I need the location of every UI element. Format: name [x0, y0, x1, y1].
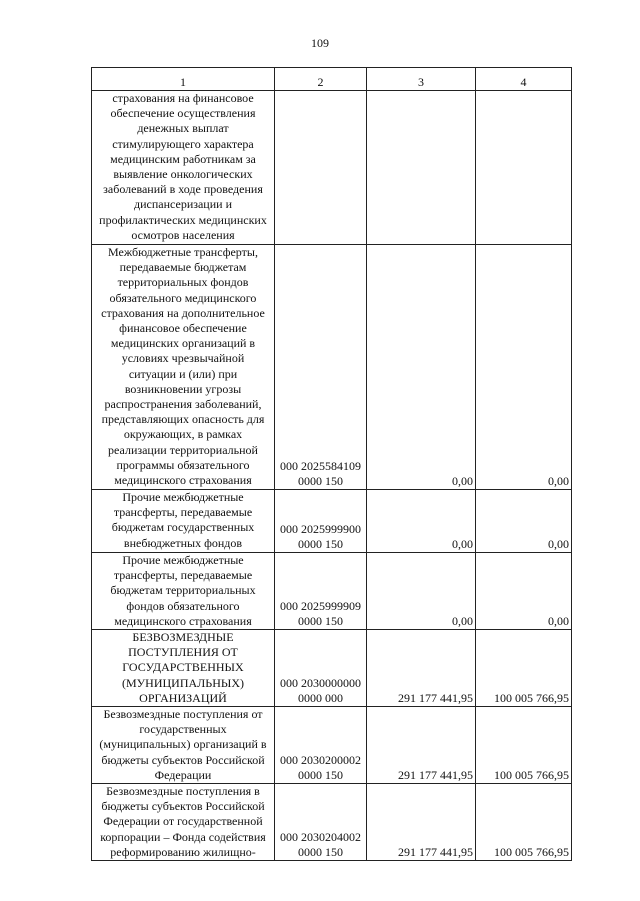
row-value-col3: 0,00 — [367, 245, 476, 490]
page-number: 109 — [311, 36, 329, 50]
row-value-col3: 0,00 — [367, 490, 476, 553]
row-code: 000 2030200002 0000 150 — [275, 707, 367, 784]
row-code: 000 2030204002 0000 150 — [275, 784, 367, 861]
row-code — [275, 91, 367, 245]
row-description: страхования на финансовое обеспечение осуществления денежных выплат стимулирующего характера медицинским работникам за выявление онкологических заболеваний в ходе проведения диспансеризации и профилактических медицинских осмотров населения — [92, 91, 275, 245]
row-description: Безвозмездные поступления в бюджеты субъектов Российской Федерации от государственной корпорации – Фонда содействия реформированию жилищно- — [92, 784, 275, 861]
row-value-col3 — [367, 91, 476, 245]
row-code: 000 2025999909 0000 150 — [275, 553, 367, 630]
column-header-2: 2 — [275, 68, 367, 91]
column-header-4: 4 — [476, 68, 572, 91]
row-description: Прочие межбюджетные трансферты, передаваемые бюджетам территориальных фондов обязательного медицинского страхования — [92, 553, 275, 630]
row-value-col4: 0,00 — [476, 553, 572, 630]
row-code: 000 2030000000 0000 000 — [275, 630, 367, 707]
table-row — [92, 490, 572, 553]
row-value-col4: 0,00 — [476, 245, 572, 490]
table-header-row — [92, 68, 572, 91]
table-row — [92, 630, 572, 707]
row-value-col3: 291 177 441,95 — [367, 784, 476, 861]
table-row — [92, 707, 572, 784]
row-description: БЕЗВОЗМЕЗДНЫЕ ПОСТУПЛЕНИЯ ОТ ГОСУДАРСТВЕННЫХ (МУНИЦИПАЛЬНЫХ) ОРГАНИЗАЦИЙ — [92, 630, 275, 707]
row-value-col4: 100 005 766,95 — [476, 707, 572, 784]
row-description: Безвозмездные поступления от государственных (муниципальных) организаций в бюджеты субъектов Российской Федерации — [92, 707, 275, 784]
column-header-1: 1 — [92, 68, 275, 91]
row-code: 000 2025584109 0000 150 — [275, 245, 367, 490]
row-code: 000 2025999900 0000 150 — [275, 490, 367, 553]
budget-table — [91, 67, 572, 861]
row-description: Прочие межбюджетные трансферты, передаваемые бюджетам государственных внебюджетных фондов — [92, 490, 275, 553]
row-value-col4: 100 005 766,95 — [476, 630, 572, 707]
row-description: Межбюджетные трансферты, передаваемые бюджетам территориальных фондов обязательного медицинского страхования на дополнительное финансовое обеспечение медицинских организаций в условиях чрезвычайной ситуации и (или) при возникновении угрозы распространения заболеваний, представляющих опасность для окружающих, в рамках реализации территориальной программы обязательного медицинского страхования — [92, 245, 275, 490]
row-value-col3: 291 177 441,95 — [367, 707, 476, 784]
table-row — [92, 91, 572, 245]
table-row — [92, 784, 572, 861]
table-row — [92, 553, 572, 630]
row-value-col4: 100 005 766,95 — [476, 784, 572, 861]
row-value-col4 — [476, 91, 572, 245]
column-header-3: 3 — [367, 68, 476, 91]
table-row — [92, 245, 572, 490]
row-value-col3: 0,00 — [367, 553, 476, 630]
row-value-col4: 0,00 — [476, 490, 572, 553]
row-value-col3: 291 177 441,95 — [367, 630, 476, 707]
